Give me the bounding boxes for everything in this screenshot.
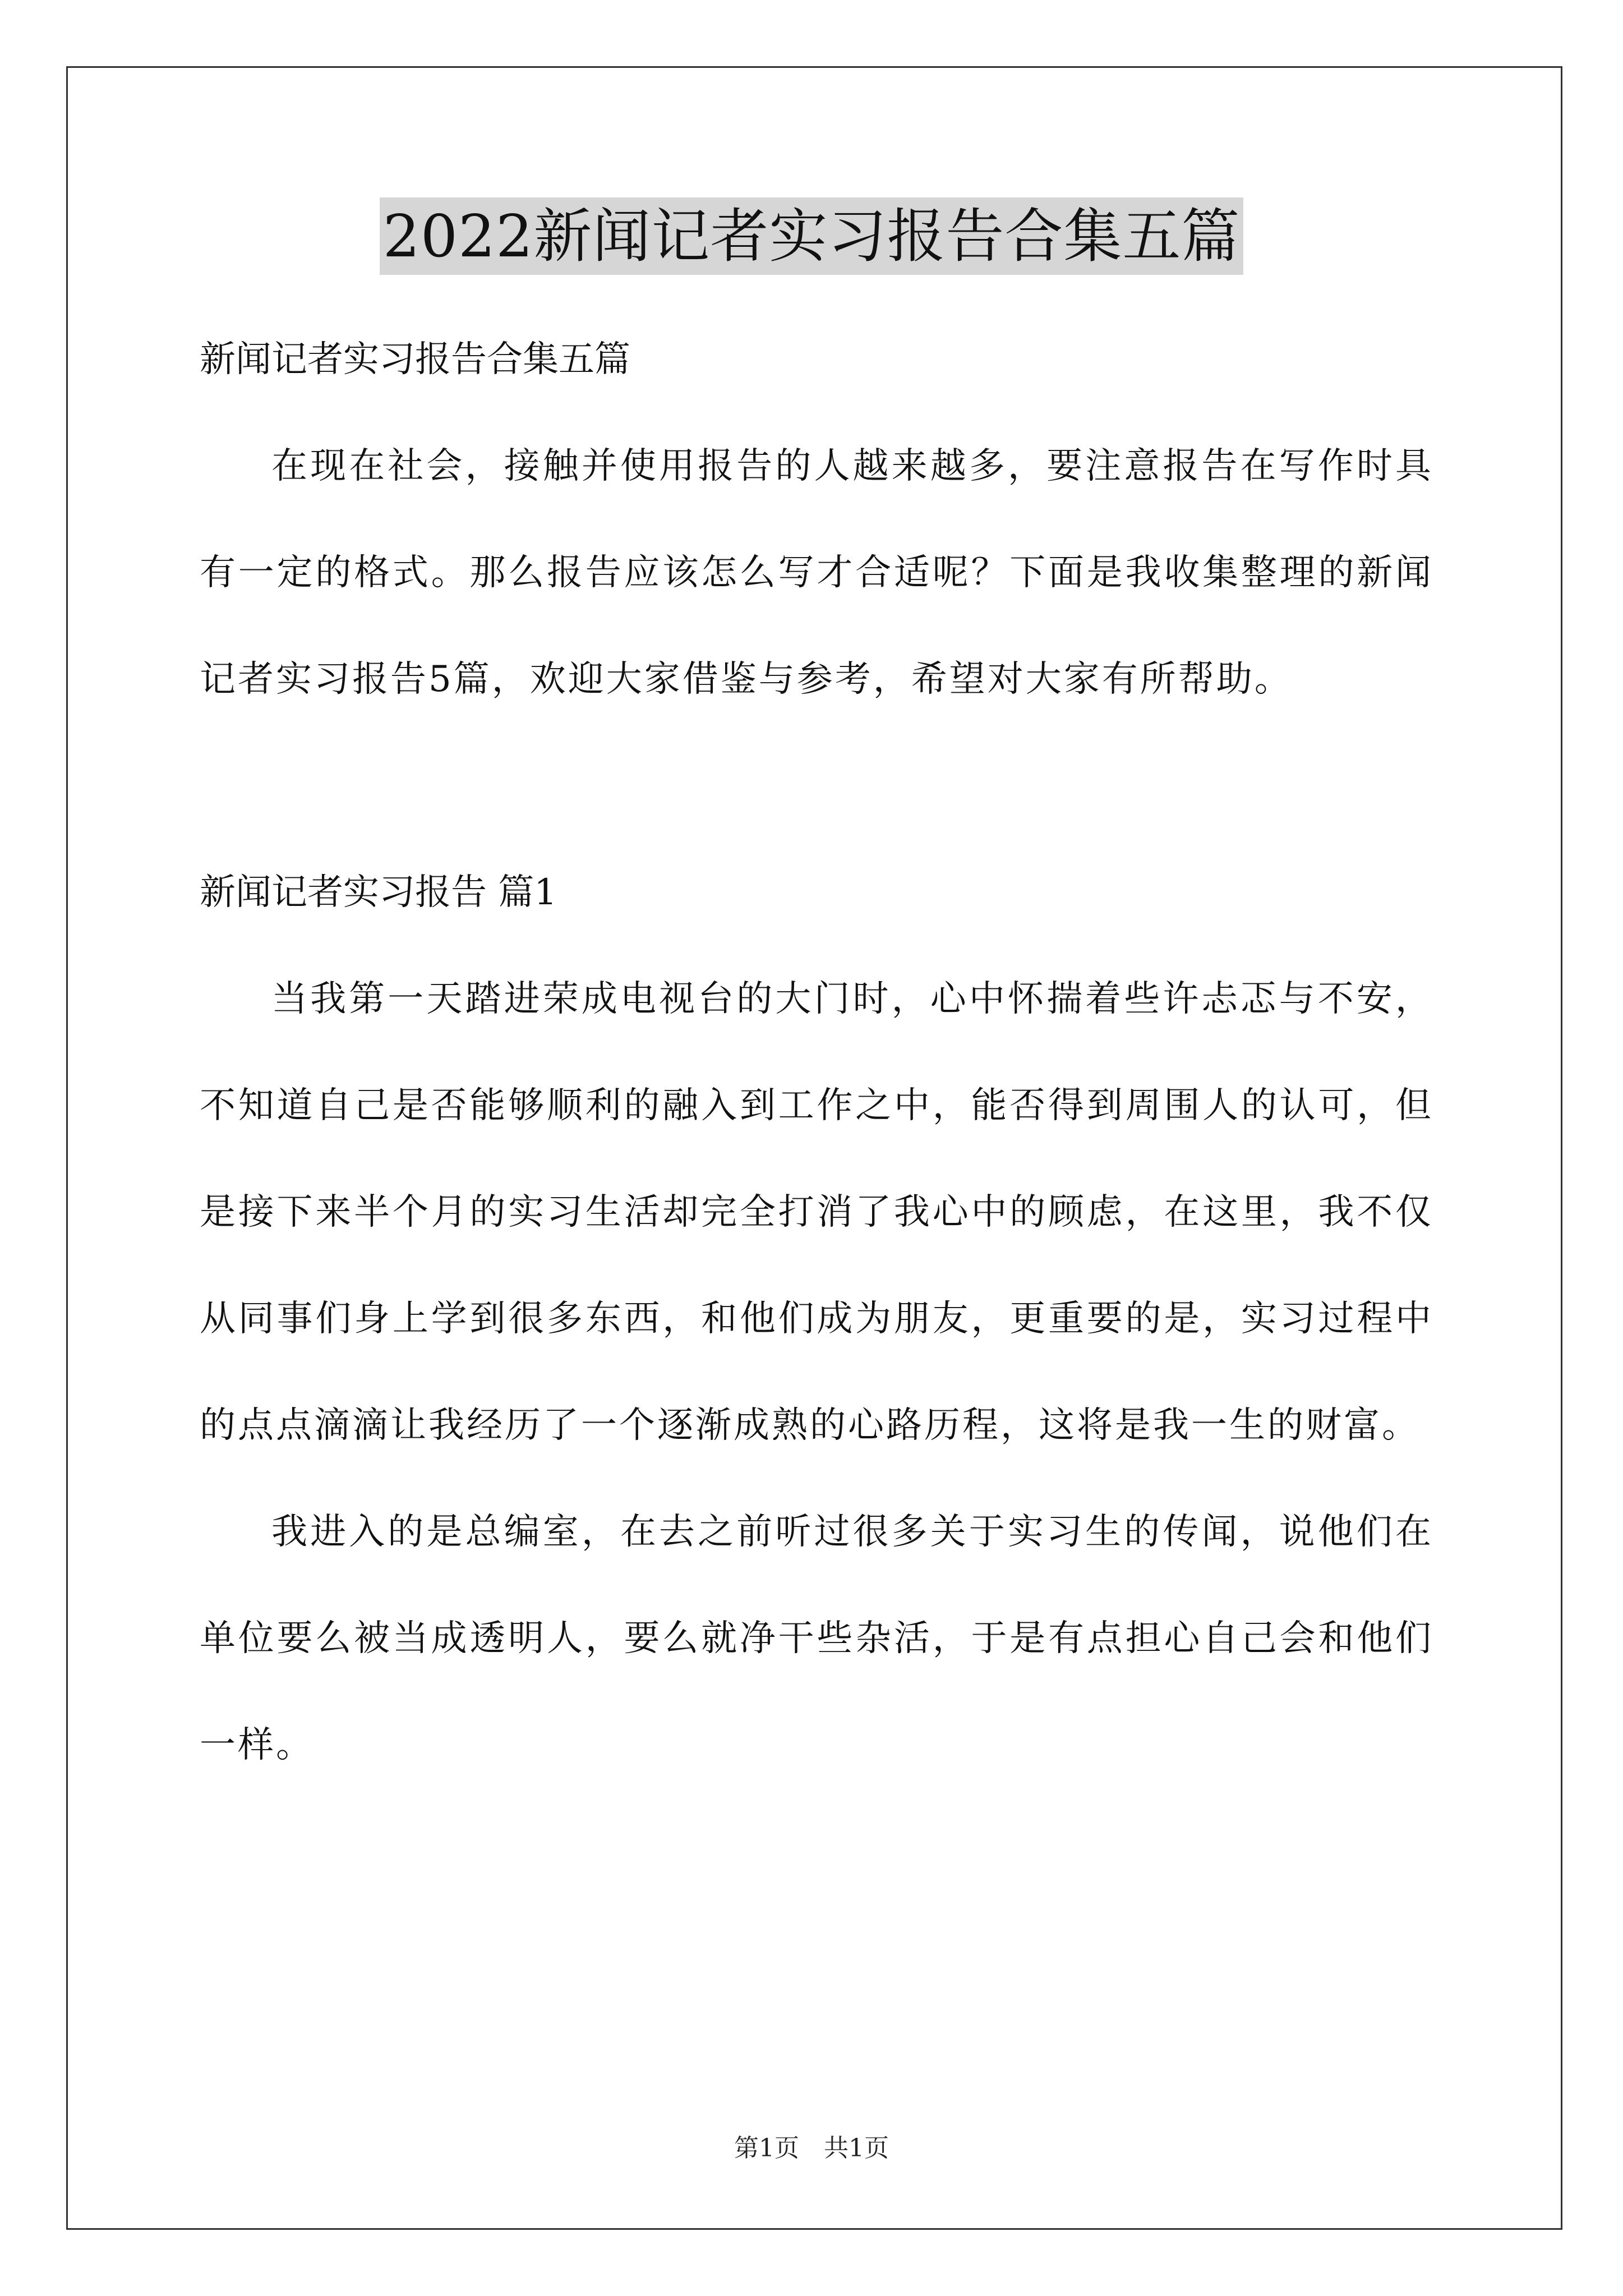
title-container [0, 197, 1623, 275]
body-paragraph: 我进入的是总编室，在去之前听过很多关于实习生的传闻，说他们在单位要么被当成透明人，要么就净干些杂活，于是有点担心自己会和他们一样。 [200, 1511, 1433, 1766]
page-footer [0, 2132, 1623, 2165]
page-number-total: 共1页 [824, 2134, 889, 2162]
body-paragraph: 当我第一天踏进荣成电视台的大门时，心中怀揣着些许忐忑与不安，不知道自己是否能够顺利的融入到工作之中，能否得到周围人的认可，但是接下来半个月的实习生活却完全打消了我心中的顾虑，在这里，我不仅从同事们身上学到很多东西，和他们成为朋友，更重要的是，实习过程中的点点滴滴让我经历了一个逐渐成熟的心路历程，这将是我一生的财富。 [200, 978, 1433, 1446]
section-spacer [200, 733, 1433, 839]
document-body [200, 306, 1433, 1798]
intro-paragraph: 在现在社会，接触并使用报告的人越来越多，要注意报告在写作时具有一定的格式。那么报告应该怎么写才合适呢？下面是我收集整理的新闻记者实习报告5篇，欢迎大家借鉴与参考，希望对大家有所帮助。 [200, 445, 1433, 700]
section-heading: 新闻记者实习报告 篇1 [200, 872, 557, 913]
page-number-current: 第1页 [734, 2134, 799, 2162]
document-subtitle: 新闻记者实习报告合集五篇 [200, 339, 630, 380]
document-title: 2022新闻记者实习报告合集五篇 [380, 197, 1244, 275]
